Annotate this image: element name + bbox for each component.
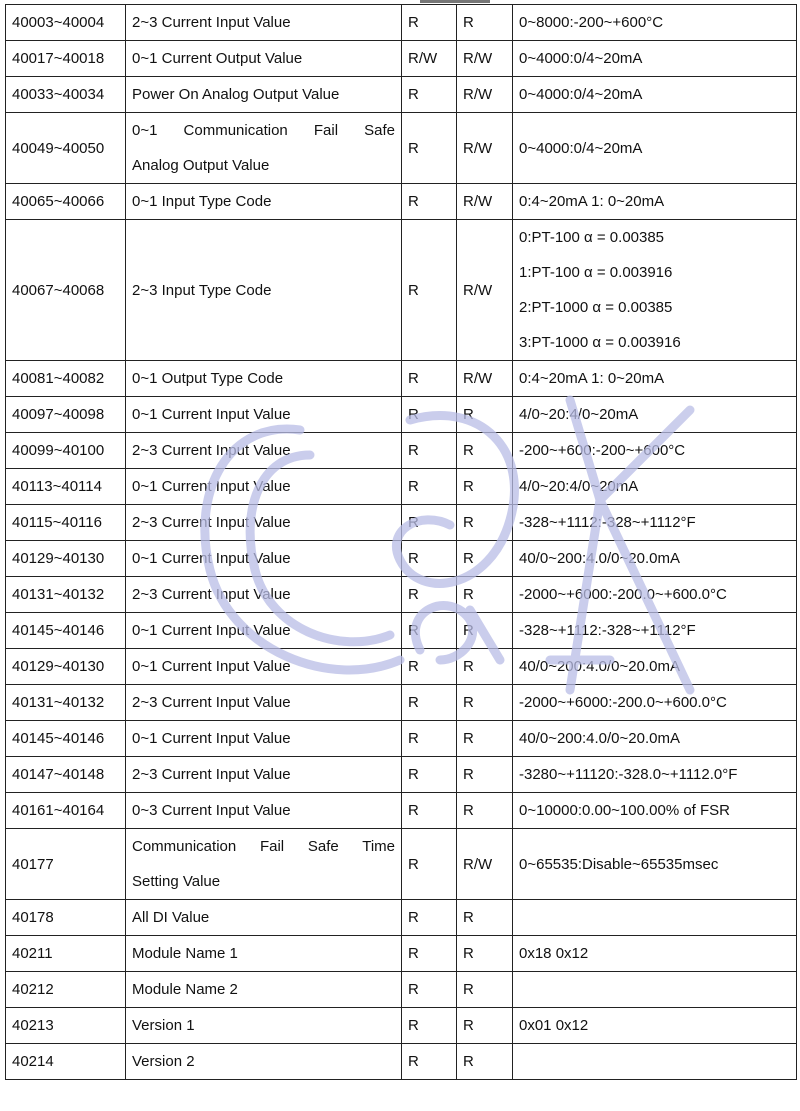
range-cell: 0~10000:0.00~100.00% of FSR bbox=[513, 793, 797, 829]
register-table-body bbox=[6, 5, 797, 1080]
description-cell: Power On Analog Output Value bbox=[126, 77, 402, 113]
attribute-cell: R bbox=[402, 1008, 457, 1044]
address-cell: 40213 bbox=[6, 1008, 126, 1044]
description-cell: 0~1 Current Output Value bbox=[126, 41, 402, 77]
range-cell: -2000~+6000:-200.0~+600.0°C bbox=[513, 577, 797, 613]
address-cell: 40099~40100 bbox=[6, 433, 126, 469]
range-cell: 0~4000:0/4~20mA bbox=[513, 77, 797, 113]
attribute-cell: R bbox=[457, 757, 513, 793]
address-cell: 40211 bbox=[6, 936, 126, 972]
address-cell: 40178 bbox=[6, 900, 126, 936]
table-row bbox=[6, 433, 797, 469]
description-cell: 2~3 Current Input Value bbox=[126, 757, 402, 793]
attribute-cell: R bbox=[457, 433, 513, 469]
attribute-cell: R bbox=[402, 469, 457, 505]
range-cell: 0~65535:Disable~65535msec bbox=[513, 829, 797, 900]
table-row bbox=[6, 541, 797, 577]
attribute-cell: R bbox=[402, 900, 457, 936]
attribute-cell: R bbox=[457, 1008, 513, 1044]
description-line: Setting Value bbox=[132, 873, 221, 890]
range-line: 2:PT-1000 α = 0.00385 bbox=[519, 299, 673, 316]
attribute-cell: R bbox=[402, 757, 457, 793]
range-cell: 40/0~200:4.0/0~20.0mA bbox=[513, 541, 797, 577]
range-cell: 0~4000:0/4~20mA bbox=[513, 41, 797, 77]
table-row bbox=[6, 829, 797, 900]
address-cell: 40161~40164 bbox=[6, 793, 126, 829]
table-row bbox=[6, 5, 797, 41]
description-cell: Version 1 bbox=[126, 1008, 402, 1044]
attribute-cell: R bbox=[402, 433, 457, 469]
table-row bbox=[6, 361, 797, 397]
attribute-cell: R bbox=[402, 541, 457, 577]
table-row bbox=[6, 577, 797, 613]
address-cell: 40017~40018 bbox=[6, 41, 126, 77]
description-cell: All DI Value bbox=[126, 900, 402, 936]
attribute-cell: R bbox=[402, 220, 457, 361]
table-row bbox=[6, 793, 797, 829]
description-cell: 0~3 Current Input Value bbox=[126, 793, 402, 829]
address-cell: 40049~40050 bbox=[6, 113, 126, 184]
description-cell: 2~3 Current Input Value bbox=[126, 685, 402, 721]
address-cell: 40129~40130 bbox=[6, 649, 126, 685]
attribute-cell: R bbox=[457, 613, 513, 649]
table-row bbox=[6, 113, 797, 184]
range-cell: 0:4~20mA 1: 0~20mA bbox=[513, 184, 797, 220]
description-cell: 0~1 Current Input Value bbox=[126, 649, 402, 685]
attribute-cell: R bbox=[402, 77, 457, 113]
table-row bbox=[6, 184, 797, 220]
address-cell: 40097~40098 bbox=[6, 397, 126, 433]
address-cell: 40033~40034 bbox=[6, 77, 126, 113]
address-cell: 40081~40082 bbox=[6, 361, 126, 397]
table-row bbox=[6, 505, 797, 541]
description-cell: 2~3 Current Input Value bbox=[126, 505, 402, 541]
attribute-cell: R bbox=[457, 900, 513, 936]
range-cell: 0x18 0x12 bbox=[513, 936, 797, 972]
attribute-cell: R bbox=[402, 721, 457, 757]
register-table bbox=[5, 4, 797, 1080]
attribute-cell: R bbox=[457, 972, 513, 1008]
description-line: Communication Fail Safe Time bbox=[132, 838, 395, 855]
range-cell: -328~+1112:-328~+1112°F bbox=[513, 613, 797, 649]
table-row bbox=[6, 613, 797, 649]
range-cell bbox=[513, 1044, 797, 1080]
attribute-cell: R bbox=[402, 361, 457, 397]
address-cell: 40113~40114 bbox=[6, 469, 126, 505]
attribute-cell: R bbox=[402, 505, 457, 541]
range-line: 0:PT-100 α = 0.00385 bbox=[519, 229, 665, 246]
description-cell bbox=[126, 829, 402, 900]
range-cell bbox=[513, 900, 797, 936]
attribute-cell: R bbox=[402, 184, 457, 220]
page-top-fragment bbox=[420, 0, 490, 3]
attribute-cell: R/W bbox=[457, 829, 513, 900]
range-cell: 0~4000:0/4~20mA bbox=[513, 113, 797, 184]
range-cell: -200~+600:-200~+600°C bbox=[513, 433, 797, 469]
attribute-cell: R bbox=[402, 972, 457, 1008]
attribute-cell: R bbox=[402, 649, 457, 685]
address-cell: 40214 bbox=[6, 1044, 126, 1080]
range-cell: 4/0~20:4/0~20mA bbox=[513, 397, 797, 433]
table-row bbox=[6, 685, 797, 721]
attribute-cell: R/W bbox=[457, 184, 513, 220]
description-cell: 0~1 Current Input Value bbox=[126, 721, 402, 757]
description-cell: 0~1 Current Input Value bbox=[126, 469, 402, 505]
attribute-cell: R bbox=[457, 577, 513, 613]
attribute-cell: R bbox=[402, 397, 457, 433]
table-row bbox=[6, 721, 797, 757]
attribute-cell: R bbox=[402, 685, 457, 721]
table-row bbox=[6, 397, 797, 433]
range-cell: 40/0~200:4.0/0~20.0mA bbox=[513, 649, 797, 685]
description-cell: 2~3 Current Input Value bbox=[126, 577, 402, 613]
attribute-cell: R bbox=[457, 5, 513, 41]
address-cell: 40131~40132 bbox=[6, 685, 126, 721]
description-cell: 0~1 Output Type Code bbox=[126, 361, 402, 397]
description-line: 0~1 Communication Fail Safe bbox=[132, 122, 395, 139]
table-row bbox=[6, 1044, 797, 1080]
address-cell: 40145~40146 bbox=[6, 613, 126, 649]
attribute-cell: R bbox=[402, 613, 457, 649]
range-cell bbox=[513, 220, 797, 361]
address-cell: 40003~40004 bbox=[6, 5, 126, 41]
range-line: 3:PT-1000 α = 0.003916 bbox=[519, 334, 681, 351]
address-cell: 40131~40132 bbox=[6, 577, 126, 613]
description-cell: 2~3 Current Input Value bbox=[126, 5, 402, 41]
description-line: Analog Output Value bbox=[132, 157, 270, 174]
attribute-cell: R bbox=[457, 469, 513, 505]
attribute-cell: R/W bbox=[457, 77, 513, 113]
description-cell: 0~1 Input Type Code bbox=[126, 184, 402, 220]
table-row bbox=[6, 1008, 797, 1044]
description-cell: 2~3 Input Type Code bbox=[126, 220, 402, 361]
attribute-cell: R/W bbox=[457, 220, 513, 361]
attribute-cell: R bbox=[402, 577, 457, 613]
address-cell: 40177 bbox=[6, 829, 126, 900]
address-cell: 40212 bbox=[6, 972, 126, 1008]
address-cell: 40145~40146 bbox=[6, 721, 126, 757]
range-cell: 40/0~200:4.0/0~20.0mA bbox=[513, 721, 797, 757]
range-cell: 0x01 0x12 bbox=[513, 1008, 797, 1044]
attribute-cell: R/W bbox=[402, 41, 457, 77]
address-cell: 40067~40068 bbox=[6, 220, 126, 361]
range-cell: -2000~+6000:-200.0~+600.0°C bbox=[513, 685, 797, 721]
table-row bbox=[6, 900, 797, 936]
description-cell: 0~1 Current Input Value bbox=[126, 541, 402, 577]
attribute-cell: R/W bbox=[457, 361, 513, 397]
range-cell: 0:4~20mA 1: 0~20mA bbox=[513, 361, 797, 397]
range-cell bbox=[513, 972, 797, 1008]
table-row bbox=[6, 469, 797, 505]
table-row bbox=[6, 77, 797, 113]
attribute-cell: R bbox=[402, 1044, 457, 1080]
attribute-cell: R bbox=[402, 113, 457, 184]
attribute-cell: R bbox=[457, 685, 513, 721]
table-row bbox=[6, 972, 797, 1008]
description-cell: Module Name 2 bbox=[126, 972, 402, 1008]
range-cell: -328~+1112:-328~+1112°F bbox=[513, 505, 797, 541]
description-cell: Module Name 1 bbox=[126, 936, 402, 972]
range-cell: -3280~+11120:-328.0~+1112.0°F bbox=[513, 757, 797, 793]
table-row bbox=[6, 936, 797, 972]
range-line: 1:PT-100 α = 0.003916 bbox=[519, 264, 673, 281]
attribute-cell: R bbox=[402, 5, 457, 41]
attribute-cell: R bbox=[402, 936, 457, 972]
attribute-cell: R bbox=[457, 541, 513, 577]
range-cell: 0~8000:-200~+600°C bbox=[513, 5, 797, 41]
address-cell: 40147~40148 bbox=[6, 757, 126, 793]
attribute-cell: R bbox=[457, 1044, 513, 1080]
attribute-cell: R bbox=[457, 397, 513, 433]
range-cell: 4/0~20:4/0~20mA bbox=[513, 469, 797, 505]
description-cell: 0~1 Current Input Value bbox=[126, 397, 402, 433]
attribute-cell: R bbox=[457, 505, 513, 541]
attribute-cell: R bbox=[457, 936, 513, 972]
attribute-cell: R/W bbox=[457, 113, 513, 184]
attribute-cell: R bbox=[402, 829, 457, 900]
address-cell: 40129~40130 bbox=[6, 541, 126, 577]
address-cell: 40065~40066 bbox=[6, 184, 126, 220]
attribute-cell: R bbox=[457, 793, 513, 829]
attribute-cell: R bbox=[402, 793, 457, 829]
table-row bbox=[6, 220, 797, 361]
address-cell: 40115~40116 bbox=[6, 505, 126, 541]
description-cell: Version 2 bbox=[126, 1044, 402, 1080]
attribute-cell: R bbox=[457, 649, 513, 685]
table-row bbox=[6, 649, 797, 685]
description-cell: 0~1 Current Input Value bbox=[126, 613, 402, 649]
attribute-cell: R/W bbox=[457, 41, 513, 77]
table-row bbox=[6, 41, 797, 77]
description-cell: 2~3 Current Input Value bbox=[126, 433, 402, 469]
attribute-cell: R bbox=[457, 721, 513, 757]
description-cell bbox=[126, 113, 402, 184]
table-row bbox=[6, 757, 797, 793]
